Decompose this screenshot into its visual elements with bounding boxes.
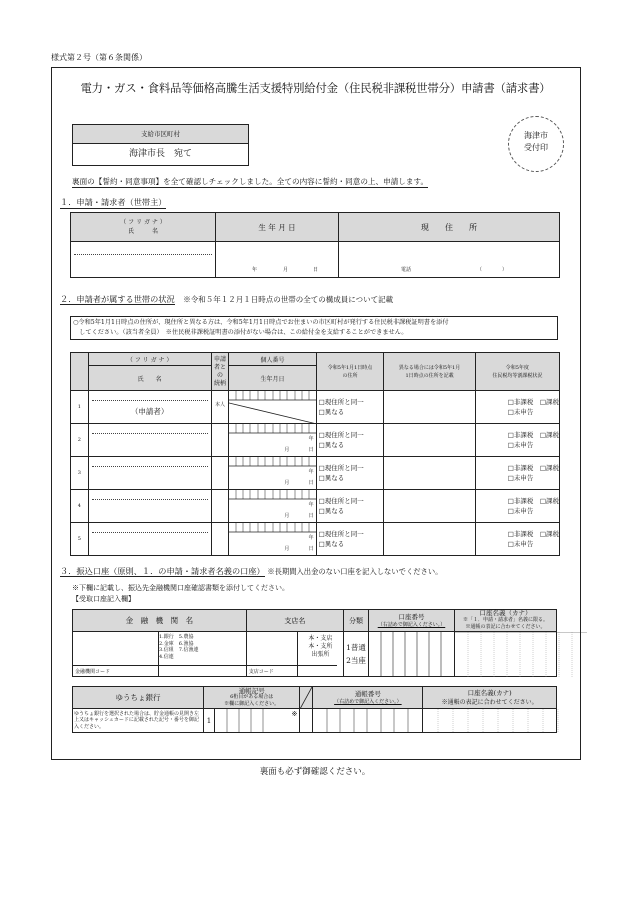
s1-name-label: 氏 名 <box>127 228 158 235</box>
applicant-label: （申請者） <box>130 407 169 416</box>
s2-col-rel-2: 者との <box>213 363 226 379</box>
dob-year-label: 年 <box>308 535 314 541</box>
relation-self: 本人 <box>211 391 229 424</box>
s1-address-input[interactable] <box>339 242 560 278</box>
member-relation-input[interactable] <box>211 490 229 523</box>
yucho-table <box>72 686 557 733</box>
household-row <box>71 523 560 556</box>
addr-diff-checkbox[interactable]: □異なる <box>318 408 345 416</box>
receipt-stamp <box>508 116 564 172</box>
section3-note: ※下欄に記載し、振込先金融機関口座確認書類を添付してください。 <box>72 584 289 592</box>
bank-header: 金 融 機 関 名 <box>73 610 247 632</box>
s2-note-line1: ○令和5年1月1日時点の住所が、現住所と異なる方は、令和5年1月1日時点でお住まいの市区町村が発行する住民税非課税証明書を添付 <box>73 319 449 326</box>
yucho-note-1: ゆうちょ銀行を選択された場合は、貯金通帳の見開き左 <box>74 710 200 717</box>
member-prev-addr-input[interactable] <box>384 490 475 523</box>
branch-type-1: 本・支店 <box>308 635 333 642</box>
passbook-sym-header <box>204 687 300 709</box>
row-number: 1 <box>71 391 89 424</box>
passbook-sym-input[interactable] <box>215 709 300 733</box>
addr-diff-checkbox[interactable]: □異なる <box>318 507 345 515</box>
s2-note-line2: してください。（該当者全員） ※住民税非課税証明書の添付がない場合は、この給付金を支給することができません。 <box>73 329 408 336</box>
member-relation-input[interactable] <box>211 424 229 457</box>
s2-col-addr-1: 令和5年1月1日時点 <box>327 364 373 371</box>
s1-dob-header: 生 年 月 日 <box>216 213 339 242</box>
dob-month-label: 月 <box>284 447 290 453</box>
s2-note-box <box>70 316 558 340</box>
dob-year-label: 年 <box>308 469 314 475</box>
s2-col-id: 個人番号 <box>229 353 316 366</box>
passbook-num-label: 通帳番号 <box>354 689 381 698</box>
branch-type-3: 出張所 <box>311 651 330 658</box>
addr-diff-checkbox[interactable]: □異なる <box>318 540 345 548</box>
s2-col-addr <box>316 353 384 391</box>
branch-name-input[interactable] <box>246 632 297 677</box>
addr-same-checkbox[interactable]: □現住所と同一 <box>318 398 364 406</box>
s2-col-tax <box>475 353 559 391</box>
household-row <box>71 391 560 424</box>
addressee-box <box>72 124 249 166</box>
household-row <box>71 490 560 523</box>
s1-phone-parens: （ ） <box>477 267 508 273</box>
branch-type-2: 本・支所 <box>308 643 333 650</box>
stamp-line1: 海津市 <box>524 131 548 140</box>
consent-text: 裏面の【誓約・同意事項】を全て確認しチェックしました。全ての内容に誓約・同意の上、申請します。 <box>72 177 429 186</box>
member-name-input[interactable] <box>88 457 211 490</box>
household-row <box>71 424 560 457</box>
bank-type-select[interactable] <box>159 632 247 677</box>
tax-unfiled-checkbox[interactable]: □未申告 <box>507 507 534 515</box>
row-number: 2 <box>71 424 89 457</box>
holder-header <box>454 610 556 632</box>
bank-code-label: 金融機関コード <box>75 669 111 675</box>
acct-label: 口座番号 <box>398 612 425 621</box>
bank-table <box>72 609 557 677</box>
s2-col-dob: 生年月日 <box>229 366 316 391</box>
section1-heading: １．申請・請求者（世帯主） <box>60 197 167 207</box>
passbook-num-note: （右詰めで御記入ください。） <box>334 698 402 705</box>
household-table <box>70 352 560 556</box>
yucho-holder-input[interactable] <box>423 709 557 733</box>
account-kind-select[interactable] <box>343 632 368 677</box>
addressee-value: 海津市長 宛て <box>128 149 192 159</box>
dob-month-label: 月 <box>284 480 290 486</box>
tax-exempt-checkbox[interactable]: □非課税 □課税 <box>507 530 559 538</box>
s2-col-rel-3: 続柄 <box>213 379 226 387</box>
s1-phone-label: 電話 <box>401 267 412 273</box>
member-addr-check[interactable] <box>316 490 384 523</box>
yucho-header: ゆうちょ銀行 <box>73 687 204 709</box>
section3-heading-note: ※長期間入出金のない口座を記入しないでください。 <box>267 567 443 576</box>
tax-exempt-checkbox[interactable]: □非課税 □課税 <box>507 464 559 472</box>
dob-month-label: 月 <box>284 546 290 552</box>
passbook-sym-label: 通帳記号 <box>238 686 265 695</box>
member-prev-addr-input[interactable] <box>384 457 475 490</box>
s2-col-tax-2: 住民税均等割課税状況 <box>492 372 543 379</box>
kind-checking[interactable]: 2当座 <box>346 656 366 665</box>
acct-note: （右詰めで御記入ください。） <box>377 621 446 628</box>
bank-type-2: 2.金庫 6.漁協 <box>159 640 194 647</box>
account-number-input[interactable] <box>368 632 454 677</box>
member-prev-addr-input[interactable] <box>384 391 475 424</box>
yucho-holder-note: ※通帳の表記に合わせてください。 <box>441 698 538 706</box>
s1-year-label: 年 <box>252 267 258 273</box>
section3-heading: ３．振込口座（原則、１．の申請・請求者名義の口座） <box>60 566 265 576</box>
bank-type-3: 3.信組 7.信漁連 <box>159 647 199 653</box>
member-name-input[interactable] <box>88 424 211 457</box>
holder-note1: ※「１．申請・請求者」名義に限る。 <box>462 617 548 623</box>
s1-furigana-label: （ フ リ ガ ナ ） <box>120 219 166 226</box>
s1-address-header: 現 住 所 <box>339 213 560 242</box>
passbook-sym-star: ※ <box>291 710 298 718</box>
form-number: 様式第２号（第６条関係） <box>51 53 147 62</box>
s2-col-addr2-1: 異なる場合には令和5年1月 <box>398 364 461 371</box>
member-tax-check[interactable] <box>475 424 559 457</box>
addr-diff-checkbox[interactable]: □異なる <box>318 441 345 449</box>
bank-type-4: 4.信連 <box>159 653 174 660</box>
passbook-num-input[interactable] <box>313 709 423 733</box>
addr-same-checkbox[interactable]: □現住所と同一 <box>318 431 364 439</box>
member-tax-check[interactable] <box>475 391 559 424</box>
dob-day-label: 日 <box>308 447 314 453</box>
passbook-num-header <box>313 687 423 709</box>
dob-year-label: 年 <box>308 436 314 442</box>
passbook-sym-prefix: 1 <box>204 709 215 733</box>
member-addr-check[interactable] <box>316 457 384 490</box>
s1-dob-input[interactable] <box>216 242 339 278</box>
addr-same-checkbox[interactable]: □現住所と同一 <box>318 464 364 472</box>
passbook-sym-note1: 6桁目がある場合は <box>230 694 274 701</box>
member-id-input[interactable] <box>229 523 316 556</box>
holder-label: 口座名義（カナ） <box>479 609 532 617</box>
bank-type-1: 1.銀行 5.農協 <box>159 634 194 640</box>
addr-same-checkbox[interactable]: □現住所と同一 <box>318 530 364 538</box>
section2-heading-row <box>60 294 393 305</box>
member-id-input[interactable] <box>229 391 316 424</box>
kind-header: 分類 <box>343 610 368 632</box>
member-addr-check[interactable] <box>316 391 384 424</box>
household-row <box>71 457 560 490</box>
tax-exempt-checkbox[interactable]: □非課税 □課税 <box>507 431 559 439</box>
s2-col-tax-1: 令和5年度 <box>505 364 529 371</box>
s1-name-input[interactable] <box>71 242 216 278</box>
tax-unfiled-checkbox[interactable]: □未申告 <box>507 441 534 449</box>
tax-unfiled-checkbox[interactable]: □未申告 <box>507 474 534 482</box>
s2-col-name: 氏 名 <box>88 366 211 391</box>
member-addr-check[interactable] <box>316 424 384 457</box>
footer-note: 裏面も必ず御確認ください。 <box>259 767 371 777</box>
tax-exempt-checkbox[interactable]: □非課税 □課税 <box>507 497 559 505</box>
member-id-input[interactable] <box>229 490 316 523</box>
section3-subheading: 【受取口座記入欄】 <box>72 595 135 603</box>
acct-header <box>368 610 454 632</box>
member-prev-addr-input[interactable] <box>384 424 475 457</box>
row-number: 5 <box>71 523 89 556</box>
dob-year-label: 年 <box>308 502 314 508</box>
section2-heading-note: ※令和５年１２月１日時点の世帯の全ての構成員について記載 <box>183 295 394 304</box>
section3-heading-row <box>60 566 442 577</box>
tax-unfiled-checkbox[interactable]: □未申告 <box>507 408 534 416</box>
yucho-note-2: 上又はキャッシュカードに記載された記号・番号を御記 <box>74 717 199 724</box>
member-prev-addr-input[interactable] <box>384 523 475 556</box>
dob-month-label: 月 <box>284 513 290 519</box>
addr-diff-checkbox[interactable]: □異なる <box>318 474 345 482</box>
s2-col-addr2-2: 1日時点の住所を記載 <box>405 372 454 379</box>
member-addr-check[interactable] <box>316 523 384 556</box>
member-name-input[interactable] <box>88 490 211 523</box>
yucho-holder-header <box>423 687 557 709</box>
branch-code-label: 支店コード <box>248 669 274 675</box>
addressee-label: 支給市区町村 <box>73 125 248 144</box>
yucho-holder-label: 口座名義(カナ) <box>467 688 512 697</box>
member-id-input[interactable] <box>229 457 316 490</box>
member-tax-check[interactable] <box>475 490 559 523</box>
account-holder-input[interactable] <box>454 632 556 677</box>
s2-col-addr-2: の住所 <box>342 372 358 379</box>
member-name-input[interactable] <box>88 391 211 424</box>
form-title: 電力・ガス・食料品等価格高騰生活支援特別給付金（住民税非課税世帯分）申請書（請求書） <box>80 81 551 95</box>
applicant-table <box>70 212 560 278</box>
passbook-sym-extra[interactable] <box>300 709 313 733</box>
section2-heading: ２．申請者が属する世帯の状況 <box>60 294 175 304</box>
yucho-note-3: 入ください。 <box>74 723 105 730</box>
s2-col-relation <box>211 353 229 391</box>
s2-col-rel-1: 申請 <box>213 355 226 363</box>
tax-unfiled-checkbox[interactable]: □未申告 <box>507 540 534 548</box>
s1-name-header <box>71 213 216 242</box>
member-name-input[interactable] <box>88 523 211 556</box>
addr-same-checkbox[interactable]: □現住所と同一 <box>318 497 364 505</box>
kind-ordinary[interactable]: 1普通 <box>346 643 366 652</box>
member-tax-check[interactable] <box>475 457 559 490</box>
passbook-sym-note2: ※欄に御記入ください。 <box>224 700 280 707</box>
s1-day-label: 日 <box>313 267 319 273</box>
s1-month-label: 月 <box>283 267 289 273</box>
member-id-input[interactable] <box>229 424 316 457</box>
s2-col-addr2 <box>384 353 475 391</box>
member-tax-check[interactable] <box>475 523 559 556</box>
stamp-line2: 受付印 <box>524 143 548 152</box>
branch-header: 支店名 <box>246 610 343 632</box>
dob-day-label: 日 <box>308 513 314 519</box>
member-relation-input[interactable] <box>211 523 229 556</box>
dob-day-label: 日 <box>308 480 314 486</box>
holder-note2: ※通帳の表記に合わせてください。 <box>465 624 546 630</box>
dob-day-label: 日 <box>308 546 314 552</box>
row-number: 3 <box>71 457 89 490</box>
row-number: 4 <box>71 490 89 523</box>
tax-exempt-checkbox[interactable]: □非課税 □課税 <box>507 398 559 406</box>
bank-name-input[interactable] <box>73 632 159 677</box>
member-relation-input[interactable] <box>211 457 229 490</box>
s2-col-furigana: （ フ リ ガ ナ ） <box>88 353 211 366</box>
yucho-note <box>73 709 204 733</box>
